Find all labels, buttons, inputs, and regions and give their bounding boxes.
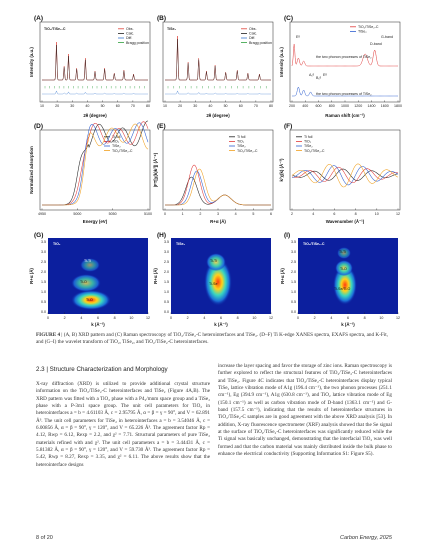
legend-entry: Ti foil <box>304 135 313 139</box>
x-tick-label: 10 <box>374 212 379 216</box>
panel-g-title: TiO₂ <box>53 242 61 246</box>
panel-c-annotation-1: the two phonon processes of TiSe₂ <box>316 55 372 59</box>
panel-i-xlabel: k (Å⁻¹) <box>341 322 355 327</box>
legend-entry: TiO₂ <box>237 139 245 144</box>
x-tick-label: 80 <box>269 104 273 108</box>
spectrum-curve <box>42 123 148 205</box>
panel-c-dband: D-band <box>370 42 382 46</box>
panel-letter-a: (A) <box>34 15 44 22</box>
journal-footer: Carbon Energy, 2025 <box>340 535 392 541</box>
legend-entry: TiO₂/TiSe₂-C <box>358 25 379 29</box>
x-tick-label: 10 <box>252 316 257 320</box>
panel-c-a1g: A₁ᵍ <box>309 73 314 77</box>
x-tick-label: 400 <box>302 104 309 108</box>
x-tick-label: 800 <box>328 104 335 108</box>
panel-c-xlabel: Raman shift (cm⁻¹) <box>325 113 365 118</box>
x-tick-label: 4 <box>80 316 83 320</box>
spectrum-curve <box>165 169 271 205</box>
x-tick-label: 10 <box>379 316 384 320</box>
panel-c-ylabel: Intensity (a.u.) <box>279 47 284 77</box>
x-tick-label: 0 <box>297 316 299 320</box>
panel-c-eg2: Eᵍ <box>323 73 327 77</box>
panel-h-xlabel: k (Å⁻¹) <box>214 322 228 327</box>
x-tick-label: 0 <box>164 212 166 216</box>
panel-i-label-titi: Ti-Ti <box>339 250 346 254</box>
y-tick-label: 0.5 <box>291 300 296 305</box>
y-tick-label: 1.5 <box>291 280 296 285</box>
legend-entry: Ti foil <box>237 135 246 139</box>
panel-d-xlabel: Energy (eV) <box>82 219 108 224</box>
spectrum-curve <box>165 177 271 205</box>
legend-entry: Bragg position <box>249 40 272 45</box>
y-tick-label: 0.0 <box>164 310 169 315</box>
x-tick-label: 40 <box>85 104 90 108</box>
x-tick-label: 12 <box>396 212 400 216</box>
panel-d <box>29 121 152 224</box>
panel-b <box>157 15 273 118</box>
panel-b-diff-curve <box>165 91 271 94</box>
x-tick-label: 10 <box>163 104 167 108</box>
panel-h-label-tise: Ti-Se <box>209 282 218 286</box>
legend-entry: Obs. <box>249 27 257 31</box>
x-tick-label: 8 <box>113 316 116 320</box>
x-tick-label: 50 <box>100 104 105 108</box>
x-tick-label: 5000 <box>73 212 82 216</box>
x-tick-label: 1 <box>181 212 184 216</box>
panel-h-title: TiSe₂ <box>176 242 186 246</box>
x-tick-label: 6 <box>97 316 99 320</box>
y-tick-label: 2.0 <box>164 270 169 275</box>
y-tick-label: 3.0 <box>291 250 296 255</box>
x-tick-label: 0 <box>170 316 172 320</box>
y-tick-label: 1.0 <box>41 290 46 295</box>
caption-text: | (A, B) XRD pattern and (C) Raman spectroscopy of TiO₂/TiSe₂-C heterointerfaces and TiSe₂. (D–F) Ti K-edge XANES spectra, EXAFS spectra, and K-Fit, and (G–I) the wavelet transform of TiO₂, TiSe₂, and TiO₂/TiSe₂-C heterointerfaces. <box>36 332 388 345</box>
x-tick-label: 30 <box>193 104 198 108</box>
y-tick-label: 2.5 <box>41 260 46 265</box>
legend-entry: TiO₂ <box>112 139 120 144</box>
legend-entry: TiO₂ <box>304 139 312 144</box>
panel-g-ylabel: R+α (Å) <box>29 268 34 284</box>
x-tick-label: 5050 <box>108 212 117 216</box>
legend-entry: Bragg position <box>126 40 149 45</box>
x-tick-label: 2 <box>186 316 189 320</box>
spectrum-curve <box>42 122 148 205</box>
section-heading: 2.3 | Structure Characterization and Morphology <box>36 366 168 373</box>
x-tick-label: 600 <box>315 104 322 108</box>
x-tick-label: 8 <box>363 316 366 320</box>
y-tick-label: 0.0 <box>291 310 296 315</box>
panel-letter-c: (C) <box>284 15 294 22</box>
body-left-column: X-ray diffraction (XRD) is utilized to provide additional crystal structure information on the TiO₂/TiSe₂-C heterointerfaces and TiSe₂ (Figure 4A,B). The XRD pattern was fitted with a TiO₂ phase with a P4₂/mnm space group and a TiSe₂ phase with a P-3m1 space group. The unit cell parameters for TiO₂ in heterointerfaces a = b = 4.61103 Å, c = 2.95795 Å, α = β = γ = 90°, and V = 62.891 Å³. The unit cell parameters for TiSe₂ in heterointerfaces a = b = 3.54046 Å, c = 6.00856 Å, α = β = 90°, γ = 120°, and V = 65.226 Å³. The agreement factor Rp = 4.12, Rwp = 6.12, Rexp = 2.2, and χ² = 7.71. Structural parameters of pure TiSe₂ materials refined with and χ². The unit cell parameters a = b = 3.44431 Å, c = 5.81382 Å, α = β = 90°, γ = 120°, and V = 59.730 Å³. The agreement factor Rp = 5.42, Rwp = 8.27, Rexp = 3.35, and χ² = 6.11. The above results show that the heterointerface designs <box>36 381 210 468</box>
x-tick-label: 12 <box>146 316 150 320</box>
figure-caption <box>36 332 392 345</box>
panel-c-eg: Eᵍ <box>296 35 300 39</box>
legend-entry: Diff. <box>249 36 256 41</box>
y-tick-label: 1.5 <box>164 280 169 285</box>
legend-entry: TiSe₂ <box>112 144 121 149</box>
panel-g-label-titi: Ti-Ti <box>84 259 91 263</box>
legend-entry: Diff. <box>126 36 133 41</box>
legend-entry: Ti foil <box>112 135 121 139</box>
panel-a-diff-curve <box>42 91 148 94</box>
panel-letter-b: (B) <box>157 15 167 22</box>
x-tick-label: 12 <box>269 316 273 320</box>
panel-b-calc-curve <box>165 39 271 80</box>
x-tick-label: 1600 <box>380 104 389 108</box>
y-tick-label: 3.0 <box>164 250 169 255</box>
page-number: 8 of 20 <box>36 535 53 541</box>
x-tick-label: 8 <box>236 316 239 320</box>
legend-entry: Obs. <box>126 27 134 31</box>
spectrum-curve <box>42 121 148 205</box>
panel-i <box>280 232 400 327</box>
legend-entry: TiSe₂ <box>358 29 367 34</box>
panel-letter-h: (H) <box>157 232 167 239</box>
x-tick-label: 6 <box>333 212 336 216</box>
x-tick-label: 4 <box>330 316 333 320</box>
panel-f <box>279 123 400 224</box>
panel-letter-d: (D) <box>34 123 44 130</box>
y-tick-label: 3.5 <box>291 240 296 245</box>
legend-entry: Calc. <box>249 31 258 36</box>
x-tick-label: 0 <box>47 316 49 320</box>
x-tick-label: 70 <box>253 104 258 108</box>
y-tick-label: 0.0 <box>41 310 46 315</box>
panel-g-label-tio1: Ti-O <box>80 280 87 284</box>
panel-i-title: TiO₂/TiSe₂-C <box>303 242 325 246</box>
panel-letter-g: (G) <box>34 232 44 239</box>
panel-h-label-titi: Ti-Ti <box>210 259 217 263</box>
legend-entry: Calc. <box>126 31 135 36</box>
x-tick-label: 70 <box>130 104 135 108</box>
y-tick-label: 2.5 <box>164 260 169 265</box>
panel-c <box>279 15 402 118</box>
x-tick-label: 60 <box>115 104 120 108</box>
x-tick-label: 8 <box>354 212 357 216</box>
panel-e <box>153 123 273 224</box>
panel-d-ylabel: Normalized adsorption <box>29 146 34 194</box>
panel-c-gband: G-band <box>381 35 393 39</box>
legend-entry: TiSe₂ <box>237 144 246 149</box>
panel-b-title: TiSe₂ <box>167 27 177 31</box>
panel-f-xlabel: Wavenumber (Å⁻¹) <box>325 219 365 224</box>
panel-a-calc-curve <box>42 45 148 80</box>
y-tick-label: 3.0 <box>41 250 46 255</box>
spectrum-curve <box>292 164 398 187</box>
x-tick-label: 4950 <box>38 212 46 216</box>
x-tick-label: 20 <box>178 104 183 108</box>
x-tick-label: 50 <box>223 104 228 108</box>
panel-a-obs-curve <box>42 42 148 80</box>
x-tick-label: 6 <box>220 316 222 320</box>
panel-i-label-tise-tio: Ti-Se/Ti-O <box>334 287 351 291</box>
panel-f-ylabel: k³χ(k) (Å⁻³) <box>279 158 284 182</box>
spectrum-curve <box>292 166 398 185</box>
legend-entry: TiO₂/TiSe₂-C <box>237 148 258 153</box>
x-tick-label: 1800 <box>394 104 402 108</box>
y-tick-label: 0.5 <box>41 300 46 305</box>
x-tick-label: 4 <box>312 212 315 216</box>
panel-h <box>153 232 273 327</box>
x-tick-label: 5100 <box>144 212 152 216</box>
x-tick-label: 3 <box>217 212 219 216</box>
y-tick-label: 3.5 <box>41 240 46 245</box>
x-tick-label: 30 <box>70 104 75 108</box>
y-tick-label: 1.0 <box>164 290 169 295</box>
x-tick-label: 80 <box>146 104 150 108</box>
x-tick-label: 10 <box>129 316 134 320</box>
x-tick-label: 20 <box>55 104 60 108</box>
y-tick-label: 2.0 <box>41 270 46 275</box>
x-tick-label: 6 <box>347 316 349 320</box>
x-tick-label: 2 <box>291 212 293 216</box>
body-right-column: increase the layer spacing and favor the storage of zinc ions. Raman spectroscopy is further explored to reflect the structural features of TiO₂/TiSe₂-C heterointerfaces and TiSe₂. Figure 4C indicates that TiO₂/TiSe₂-C heterointerfaces display typical TiSe₂ lattice vibration mode of A1g (196.4 cm⁻¹), the two phonon processes (251.1 cm⁻¹), Eg (394.9 cm⁻¹), A1g (630.8 cm⁻¹), and TiO₂ lattice vibration mode of Eg (150.1 cm⁻¹) as well as carbon vibration mode of D-band (1363.1 cm⁻¹) and G-band (157.5 cm⁻¹), indicating that the results of heterointerface structures in TiO₂/TiSe₂-C samples are in good agreement with the above XRD analysis [53]. In addition, X-ray fluorescence spectrometer (XRF) analysis showed that the Se signal at the surface of TiO₂/TiSe₂-C heterointerfaces was significantly reduced while the Ti signal was basically unchanged, demonstrating that the interfacial TiO₂ was well formed and that the carbon material was mainly distributed inside the bulk phase to enhance the electrical conductivity (Supporting Information S1: Figure S5). <box>218 363 392 458</box>
x-tick-label: 1000 <box>341 104 349 108</box>
x-tick-label: 1400 <box>367 104 376 108</box>
legend-entry: TiSe₂ <box>304 144 313 149</box>
x-tick-label: 40 <box>208 104 213 108</box>
panel-i-ylabel: R+α (Å) <box>280 268 285 284</box>
panel-c-annotation-2: the two phonon processes of TiSe₂ <box>316 92 372 96</box>
panel-a-ylabel: Intensity (a.u.) <box>29 47 34 77</box>
panel-letter-e: (E) <box>157 123 166 130</box>
x-tick-label: 4 <box>234 212 237 216</box>
x-tick-label: 6 <box>270 212 272 216</box>
panel-c-b1g: B₁ᵍ <box>316 76 321 80</box>
x-tick-label: 5 <box>252 212 255 216</box>
x-tick-label: 1200 <box>354 104 363 108</box>
y-tick-label: 1.0 <box>291 290 296 295</box>
panel-g-xlabel: k (Å⁻¹) <box>91 322 105 327</box>
panel-g <box>29 232 150 327</box>
panel-g-label-tio2: Ti-O <box>86 298 93 302</box>
legend-entry: TiO₂/TiSe₂-C <box>112 148 133 153</box>
legend-entry: TiO₂/TiSe₂-C <box>304 148 325 153</box>
panel-a <box>29 15 150 118</box>
panel-letter-i: (I) <box>284 232 291 239</box>
x-tick-label: 60 <box>238 104 243 108</box>
panel-e-xlabel: R+α (Å) <box>210 219 226 224</box>
panel-h-ylabel: R+α (Å) <box>153 268 158 284</box>
y-tick-label: 0.5 <box>164 300 169 305</box>
panel-b-xlabel: 2θ (degree) <box>206 113 230 118</box>
x-tick-label: 12 <box>396 316 400 320</box>
x-tick-label: 2 <box>199 212 202 216</box>
x-tick-label: 200 <box>289 104 295 108</box>
y-tick-label: 1.5 <box>41 280 46 285</box>
panel-e-ylabel: |FT[χ(k)k³]| (Å⁻⁴) <box>153 152 158 188</box>
panel-a-title: TiO₂/TiSe₂-C <box>44 27 66 31</box>
panel-letter-f: (F) <box>284 123 293 130</box>
y-tick-label: 2.5 <box>291 260 296 265</box>
panel-i-label-tio: Ti-O <box>340 267 347 271</box>
x-tick-label: 10 <box>40 104 44 108</box>
caption-label: FIGURE 4 <box>36 332 61 338</box>
y-tick-label: 3.5 <box>164 240 169 245</box>
x-tick-label: 2 <box>313 316 316 320</box>
x-tick-label: 4 <box>203 316 206 320</box>
x-tick-label: 2 <box>63 316 66 320</box>
y-tick-label: 2.0 <box>291 270 296 275</box>
panel-a-xlabel: 2θ (degree) <box>83 113 107 118</box>
